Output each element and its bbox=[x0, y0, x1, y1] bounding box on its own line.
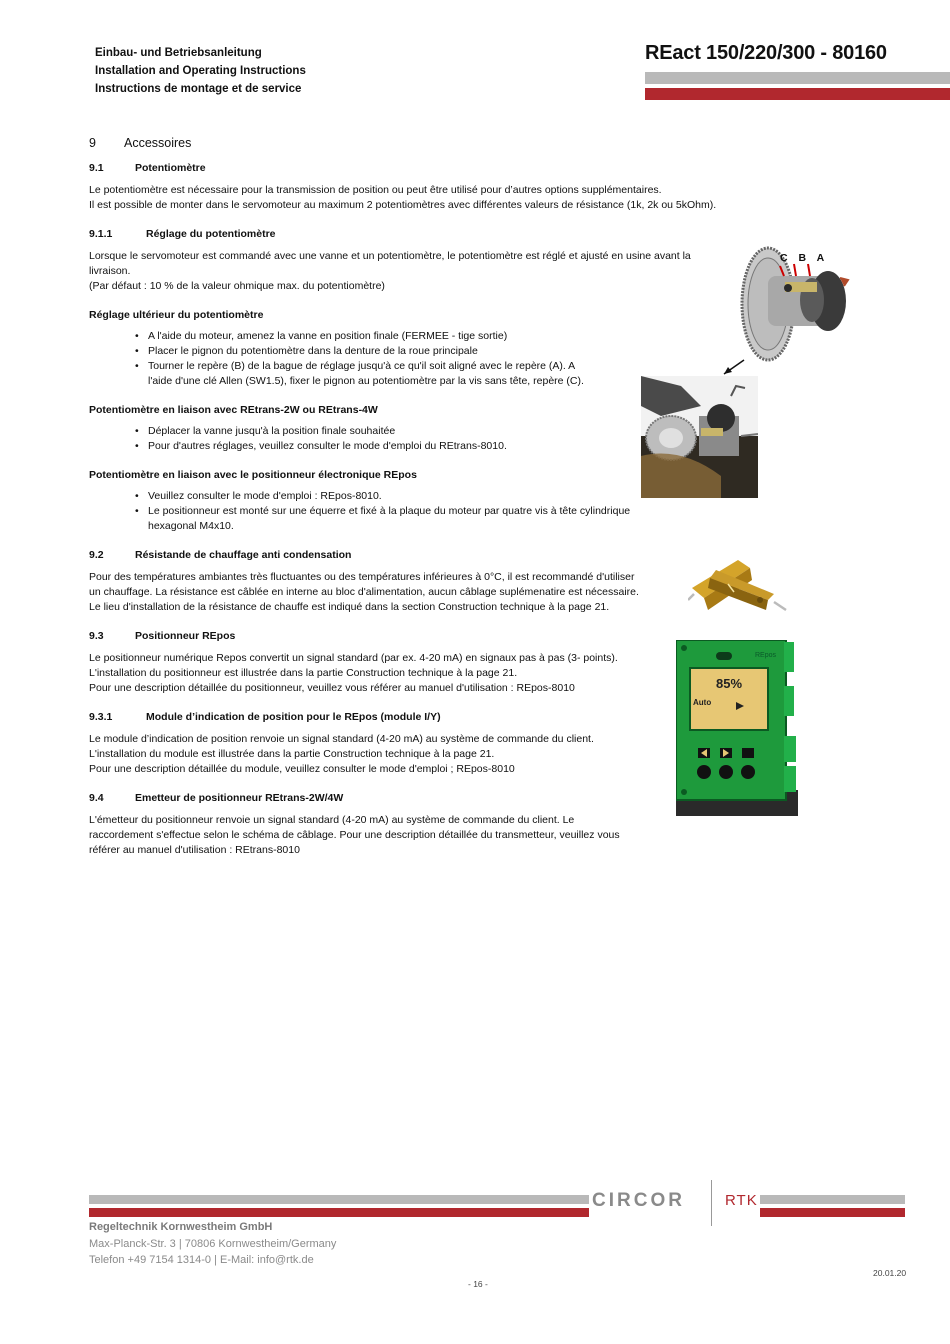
repos-display-mode: Auto bbox=[693, 698, 712, 707]
text-line: référer au manuel d'utilisation : REtrans-8010 bbox=[89, 844, 300, 856]
text-line: Le potentiomètre est nécessaire pour la transmission de position ou peut être utilisé pour d’autres options supplémentaires. bbox=[89, 184, 662, 196]
list-item: • A l'aide du moteur, amenez la vanne en position finale (FERMEE - tige sortie) bbox=[135, 329, 590, 344]
paragraph-module bbox=[89, 732, 729, 777]
list-item: • Placer le pignon du potentiomètre dans la denture de la roue principale bbox=[135, 344, 590, 359]
text-line: Le positionneur numérique Repos convertit un signal standard (par ex. 4-20 mA) en signaux pas à pas (3- points). bbox=[89, 652, 618, 664]
header-document-types bbox=[95, 44, 306, 98]
bullet-list-retrans bbox=[135, 424, 729, 454]
paragraph-resistance bbox=[89, 570, 729, 615]
document-date: 20.01.20 bbox=[873, 1268, 907, 1278]
page-number: - 16 - bbox=[468, 1279, 488, 1289]
section-number: 9.4 bbox=[89, 792, 104, 804]
section-heading-9-1 bbox=[89, 161, 729, 176]
text-line: Pour une description détaillée du module, veuillez consulter le mode d'emploi ; REpos-8010 bbox=[89, 763, 515, 775]
section-number: 9.3 bbox=[89, 630, 104, 642]
header-line-de: Einbau- und Betriebsanleitung bbox=[95, 47, 262, 59]
section-heading-9-3 bbox=[89, 629, 729, 644]
section-number: 9.1 bbox=[89, 162, 104, 174]
text-line: un chauffage. La résistance est câblée en interne au bloc d'alimentation, aucun câblage suplémenatire est nécessaire. bbox=[89, 586, 639, 598]
paragraph-emetteur bbox=[89, 813, 729, 858]
repos-display-value: 85% bbox=[716, 676, 743, 691]
section-title: Module d’indication de position pour le REpos (module I/Y) bbox=[146, 711, 441, 723]
section-number: 9.3.1 bbox=[89, 711, 113, 723]
list-item: • Veuillez consulter le mode d'emploi : REpos-8010. bbox=[135, 489, 635, 504]
section-title: Positionneur REpos bbox=[135, 630, 236, 642]
repos-brand-label: REpos bbox=[755, 652, 777, 659]
list-item: • Tourner le repère (B) de la bague de réglage jusqu'à ce qu'il soit aligné avec le repère (A). A l'aide d'une clé Allen (SW1.5), fixer le pignon au potentiomètre par la vis sans tête, repère (C). bbox=[135, 359, 590, 389]
section-heading-9-2 bbox=[89, 548, 729, 563]
section-number: 9.2 bbox=[89, 549, 104, 561]
text-line: (Par défaut : 10 % de la valeur ohmique max. du potentiomètre) bbox=[89, 280, 385, 292]
footer-grey-bar-right bbox=[760, 1195, 905, 1204]
potentiometer-installed-image bbox=[641, 376, 758, 498]
section-number: 9 bbox=[89, 136, 96, 150]
paragraph-positionneur bbox=[89, 651, 729, 696]
bullet-list-reglage bbox=[135, 329, 590, 389]
text-line: L'émetteur du positionneur renvoie un signal standard (4-20 mA) au système de commande du client. Le bbox=[89, 814, 575, 826]
marker-labels-cba: C B A bbox=[780, 252, 829, 264]
paragraph-reglage bbox=[89, 249, 729, 294]
section-heading-9-3-1 bbox=[89, 710, 729, 725]
heating-resistor-image bbox=[688, 548, 788, 620]
company-name: Regeltechnik Kornwestheim GmbH bbox=[89, 1221, 273, 1233]
main-content bbox=[89, 136, 729, 872]
section-heading-9-1-1 bbox=[89, 227, 729, 242]
company-contact: Telefon +49 7154 1314-0 | E-Mail: info@rtk.de bbox=[89, 1254, 314, 1266]
section-title: Accessoires bbox=[124, 136, 192, 150]
section-title: Réglage du potentiomètre bbox=[146, 228, 276, 240]
section-title: Potentiomètre bbox=[135, 162, 206, 174]
header-grey-bar bbox=[645, 72, 950, 84]
section-title: Résistande de chauffage anti condensation bbox=[135, 549, 352, 561]
subheading-repos: Potentiomètre en liaison avec le positionneur électronique REpos bbox=[89, 469, 417, 481]
paragraph-potentiometre bbox=[89, 183, 729, 213]
text-line: Lorsque le servomoteur est commandé avec une vanne et un potentiomètre, le potentiomètre est réglé et ajusté en usine avant la bbox=[89, 250, 691, 262]
section-heading-9-4 bbox=[89, 791, 729, 806]
document-title: REact 150/220/300 - 80160 bbox=[645, 42, 887, 64]
repos-positioner-image bbox=[676, 640, 798, 816]
text-line: Il est possible de monter dans le servomoteur au maximum 2 potentiomètres avec différentes valeurs de résistance (1k, 2k ou 5kOhm). bbox=[89, 199, 717, 211]
text-line: Pour une description détaillée du positionneur, veuillez vous référer au manuel d'utilisation : REpos-8010 bbox=[89, 682, 575, 694]
text-line: Le lieu d'installation de la résistance de chauffe est indiqué dans la section Construction technique à la page 21. bbox=[89, 601, 610, 613]
section-heading-9 bbox=[89, 136, 729, 151]
text-line: livraison. bbox=[89, 265, 131, 277]
section-number: 9.1.1 bbox=[89, 228, 113, 240]
arrow-icon bbox=[720, 358, 746, 378]
text-line: raccordement s'effectue selon le schéma de câblage. Pour une description détaillée du transmetteur, veuillez vous bbox=[89, 829, 620, 841]
footer-grey-bar bbox=[89, 1195, 589, 1204]
text-line: Pour des températures ambiantes très fluctuantes ou des températures inférieures à 0°C, il est recommandé d'utiliser bbox=[89, 571, 635, 583]
list-item: • Le positionneur est monté sur une équerre et fixé à la plaque du moteur par quatre vis à tête cylindrique hexagonal M4x10. bbox=[135, 504, 635, 534]
text-line: L'installation du positionneur est illustrée dans la partie Construction technique à la page 21. bbox=[89, 667, 518, 679]
subheading-reglage-ulterieur: Réglage ultérieur du potentiomètre bbox=[89, 309, 264, 321]
bullet-list-repos bbox=[135, 489, 635, 534]
company-address: Max-Planck-Str. 3 | 70806 Kornwestheim/Germany bbox=[89, 1238, 337, 1250]
header-red-bar bbox=[645, 88, 950, 100]
text-line: Le module d’indication de position renvoie un signal standard (4-20 mA) au système de commande du client. bbox=[89, 733, 594, 745]
circor-logo: CIRCOR bbox=[592, 1190, 685, 1211]
text-line: L'installation du module est illustrée dans la partie Construction technique à la page 21. bbox=[89, 748, 495, 760]
footer-red-bar-right bbox=[760, 1208, 905, 1217]
subheading-retrans: Potentiomètre en liaison avec REtrans-2W ou REtrans-4W bbox=[89, 404, 378, 416]
logo-divider bbox=[711, 1180, 712, 1226]
section-title: Emetteur de positionneur REtrans-2W/4W bbox=[135, 792, 344, 804]
list-item: • Pour d'autres réglages, veuillez consulter le mode d'emploi du REtrans-8010. bbox=[135, 439, 729, 454]
footer-red-bar bbox=[89, 1208, 589, 1217]
rtk-logo: RTK bbox=[725, 1192, 758, 1209]
header-line-en: Installation and Operating Instructions bbox=[95, 65, 306, 77]
header-line-fr: Instructions de montage et de service bbox=[95, 83, 302, 95]
list-item: • Déplacer la vanne jusqu'à la position finale souhaitée bbox=[135, 424, 729, 439]
